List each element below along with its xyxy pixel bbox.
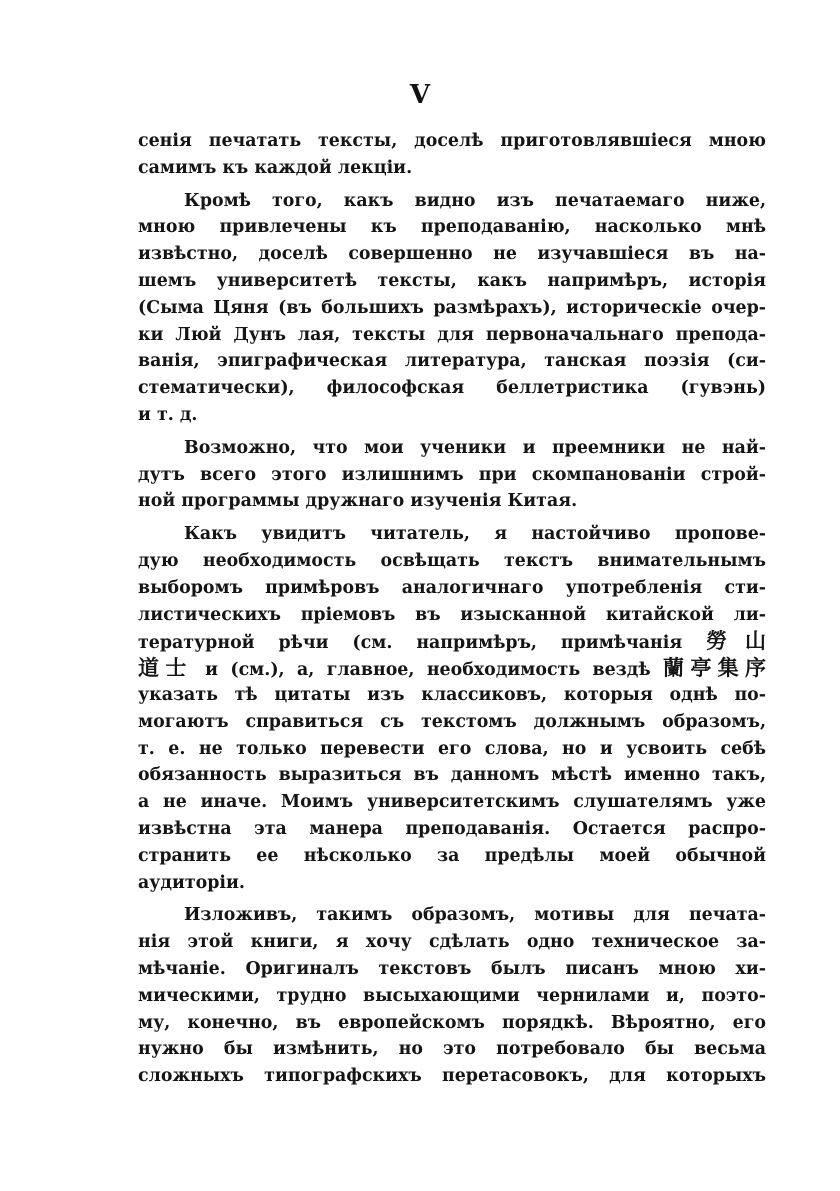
text-line: мическими, трудно высыхающими чернилами и, поэто- [138,985,766,1006]
text-line: самимъ къ каждой лекціи. [138,157,413,178]
text-fragment: и (см.), а, главное, необходимость вездѣ [205,660,651,681]
text-line: Возможно, что мои ученики и преемники не най- [184,437,766,458]
text-line: извѣстно, доселѣ совершенно не изучавшіеся въ на- [138,244,766,265]
paragraph-3 [138,435,766,515]
text-line: обязанность выразиться въ данномъ мѣстѣ именно такъ, [138,765,766,786]
text-line: выборомъ примѣровъ аналогичнаго употребленія сти- [138,577,766,598]
text-line: Какъ увидитъ читатель, я настойчиво пропове- [184,524,766,545]
text-line: Кромѣ того, какъ видно изъ печатаемаго ниже, [184,190,766,211]
paragraph-4 [138,521,766,896]
text-line: а не иначе. Моимъ университетскимъ слушателямъ уже [138,792,766,813]
text-line: указать тѣ цитаты изъ классиковъ, которыя однѣ по- [138,684,766,705]
text-fragment: тературной рѣчи (см. напримѣръ, примѣчанія [138,633,683,654]
text-line: Изложивъ, такимъ образомъ, мотивы для печата- [184,905,766,926]
text-line: ванія, эпиграфическая литература, танская поэзія (си- [138,351,766,372]
paragraph-2 [138,188,766,429]
chinese-characters: 勞山 [706,628,767,654]
paragraph-1 [138,128,766,182]
text-line: ки Люй Дунъ лая, тексты для первоначальнаго препода- [138,324,766,345]
text-line: мѣчаніе. Оригиналъ текстовъ былъ писанъ мною хи- [138,958,766,979]
text-line-with-cjk [138,628,766,655]
text-line: сложныхъ типографскихъ перетасовокъ, для которыхъ [138,1066,766,1087]
text-line: нія этой книги, я хочу сдѣлать одно техническое за- [138,932,766,953]
chinese-characters: 蘭亭集序 [662,655,766,681]
text-line: дутъ всего этого излишнимъ при скомпанованіи стрoй- [138,464,766,485]
text-line: нужно бы измѣнить, но это потребовало бы весьма [138,1039,766,1060]
text-line: му, конечно, въ европейскомъ порядкѣ. Вѣроятно, его [138,1012,766,1033]
paragraph-5 [138,902,766,1090]
text-line: аудиторіи. [138,872,245,893]
text-line: могаютъ справиться съ текстомъ должнымъ образомъ, [138,711,766,732]
text-line: дую необходимость освѣщать текстъ внимательнымъ [138,550,766,571]
text-line: ceнія печатать тексты, доселѣ приготовлявшіеся мною [138,131,766,151]
text-line: странить ее нѣсколько за предѣлы моей обычной [138,845,766,866]
page-number: V [409,80,431,110]
text-line: т. е. не только перевести его слова, но и усвоить себѣ [138,738,766,759]
text-line: ной программы дружнаго изученія Китая. [138,491,578,512]
chinese-characters: 道士 [138,655,193,681]
text-line: извѣстна эта манера преподаванія. Остается распро- [138,818,766,839]
text-line: стематически), философская беллетристика (гувэнь) [138,378,766,399]
text-line: мною привлечены къ преподаванію, насколько мнѣ [138,217,766,238]
text-line: (Сыма Цяня (въ большихъ размѣрахъ), историческіе очер- [138,297,766,318]
text-line: листическихъ пріемовъ въ изысканной китайской ли- [138,604,766,625]
text-line: шемъ университетѣ тексты, какъ напримѣръ, исторія [138,270,766,291]
text-line: и т. д. [138,404,198,425]
body-text [138,128,766,1090]
text-line-with-cjk [138,655,766,682]
